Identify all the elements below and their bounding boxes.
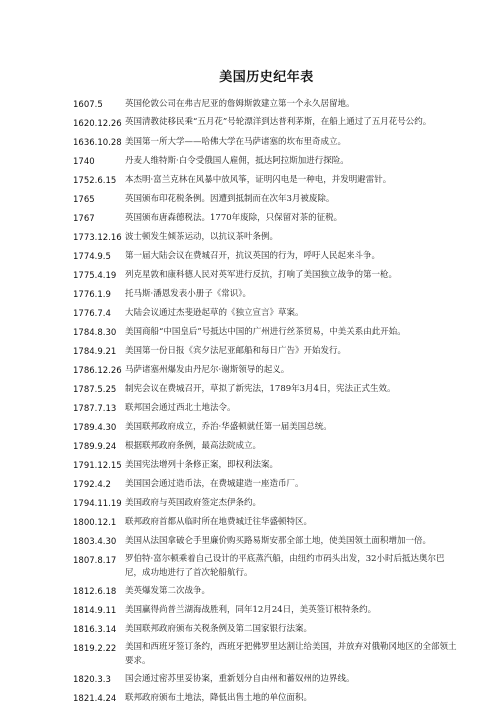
timeline-event: 马萨诸塞州爆发由丹尼尔·谢斯领导的起义。 bbox=[125, 365, 290, 375]
timeline-event: 英国颁布印花税条例。因遭到抵制而在次年3月被废除。 bbox=[125, 194, 335, 204]
timeline-event: 英国清教徒移民乘“五月花”号轮漂洋到达普利茅斯，在船上通过了五月花号公约。 bbox=[125, 117, 432, 127]
timeline-date: 1821.4.24 bbox=[73, 694, 117, 704]
timeline-row bbox=[73, 363, 460, 378]
timeline-row bbox=[73, 477, 460, 492]
timeline-event: 罗伯特·富尔顿乘着自己设计的平底蒸汽船，由纽约市码头出发，32小时后抵达奥尔巴尼，成功地进行了首次轮船航行。 bbox=[125, 554, 445, 578]
timeline-date: 1787.5.25 bbox=[73, 385, 117, 395]
timeline-event: 美国国会通过造币法，在费城建造一座造币厂。 bbox=[125, 479, 304, 489]
timeline-event: 英国颁布唐森德税法。1770年废除，只保留对茶的征税。 bbox=[125, 213, 343, 223]
timeline-date: 1607.5 bbox=[73, 100, 103, 110]
timeline-date: 1620.12.26 bbox=[73, 119, 122, 129]
timeline-row bbox=[73, 496, 460, 511]
timeline-row bbox=[73, 287, 460, 302]
timeline-date: 1789.9.24 bbox=[73, 442, 117, 452]
timeline-event: 美国商船“中国皇后”号抵达中国的广州进行丝茶贸易，中美关系由此开始。 bbox=[125, 327, 406, 337]
timeline-row bbox=[73, 420, 460, 435]
timeline-date: 1803.4.30 bbox=[73, 537, 117, 547]
timeline-event: 美国联邦政府颁布关税条例及第二国家银行法案。 bbox=[125, 624, 313, 634]
timeline-event: 美国从法国拿破仑手里廉价购买路易斯安那全部土地，使美国领土面积增加一倍。 bbox=[125, 536, 432, 546]
timeline-row bbox=[73, 584, 460, 599]
timeline-event: 本杰明·富兰克林在风暴中放风筝，证明闪电是一种电，并发明避雷针。 bbox=[125, 175, 392, 185]
timeline-row bbox=[73, 211, 460, 226]
timeline-date: 1636.10.28 bbox=[73, 138, 122, 148]
timeline-row bbox=[73, 672, 460, 687]
timeline-date: 1774.9.5 bbox=[73, 252, 111, 262]
timeline-row bbox=[73, 173, 460, 188]
timeline-event: 美国宪法增列十条修正案，即权利法案。 bbox=[125, 460, 279, 470]
timeline-event: 美国第一份日报《宾夕法尼亚邮船和每日广告》开始发行。 bbox=[125, 346, 347, 356]
timeline-date: 1752.6.15 bbox=[73, 176, 117, 186]
timeline-row bbox=[73, 230, 460, 245]
timeline-event: 国会通过密苏里妥协案，重新划分自由州和蓄奴州的边界线。 bbox=[125, 674, 355, 684]
timeline-date: 1776.7.4 bbox=[73, 309, 111, 319]
timeline-date: 1773.12.16 bbox=[73, 233, 122, 243]
timeline-event: 波士顿发生倾茶运动，以抗议茶叶条例。 bbox=[125, 232, 279, 242]
timeline-row bbox=[73, 268, 460, 283]
timeline-row bbox=[73, 603, 460, 618]
timeline-event: 列克星敦和康科德人民对英军进行反抗，打响了美国独立战争的第一枪。 bbox=[125, 270, 398, 280]
timeline-event: 美国第一所大学——哈佛大学在马萨诸塞的坎布里奇成立。 bbox=[125, 137, 347, 147]
timeline-event: 丹麦人维特斯·白令受俄国人雇佣，抵达阿拉斯加进行探险。 bbox=[125, 156, 349, 166]
timeline-date: 1784.9.21 bbox=[73, 347, 117, 357]
timeline-date: 1776.1.9 bbox=[73, 290, 111, 300]
timeline-date: 1740 bbox=[73, 157, 95, 167]
timeline-date: 1800.12.1 bbox=[73, 518, 117, 528]
timeline-row bbox=[73, 439, 460, 454]
timeline-event: 美国政府与英国政府签定杰伊条约。 bbox=[125, 498, 262, 508]
timeline-event: 第一届大陆会议在费城召开，抗议英国的行为，呼吁人民起来斗争。 bbox=[125, 251, 381, 261]
timeline-event: 大陆会议通过杰斐逊起草的《独立宣言》草案。 bbox=[125, 308, 304, 318]
timeline-row bbox=[73, 553, 460, 580]
timeline-date: 1786.12.26 bbox=[73, 366, 122, 376]
timeline-row bbox=[73, 135, 460, 150]
timeline-date: 1819.2.22 bbox=[73, 644, 117, 654]
page-title: 美国历史纪年表 bbox=[219, 70, 314, 85]
timeline-event: 制宪会议在费城召开，草拟了新宪法，1789年3月4日，宪法正式生效。 bbox=[125, 384, 396, 394]
timeline-event: 美国联邦政府成立，乔治·华盛顿就任第一届美国总统。 bbox=[125, 422, 332, 432]
timeline-event: 美国和西班牙签订条约，西班牙把佛罗里达割让给美国，并放弃对俄勒冈地区的全部领土要求。 bbox=[125, 642, 457, 666]
timeline-row bbox=[73, 622, 460, 637]
timeline-row bbox=[73, 97, 460, 112]
timeline-date: 1794.11.19 bbox=[73, 499, 122, 509]
timeline-date: 1789.4.30 bbox=[73, 423, 117, 433]
timeline-row bbox=[73, 515, 460, 530]
timeline-row bbox=[73, 691, 460, 706]
timeline-row bbox=[73, 192, 460, 207]
timeline-date: 1812.6.18 bbox=[73, 587, 117, 597]
timeline-date: 1792.4.2 bbox=[73, 480, 111, 490]
timeline-event: 美国赢得尚普兰湖海战胜利，同年12月24日，美英签订根特条约。 bbox=[125, 605, 377, 615]
timeline-row bbox=[73, 382, 460, 397]
timeline-event: 联邦政府首都从临时所在地费城迁往华盛顿特区。 bbox=[125, 517, 313, 527]
timeline-row bbox=[73, 401, 460, 416]
timeline-row bbox=[73, 306, 460, 321]
timeline-row bbox=[73, 154, 460, 169]
timeline-event: 根据联邦政府条例，最高法院成立。 bbox=[125, 441, 262, 451]
timeline-row bbox=[73, 534, 460, 549]
timeline-row bbox=[73, 344, 460, 359]
timeline-date: 1784.8.30 bbox=[73, 328, 117, 338]
timeline-row bbox=[73, 325, 460, 340]
timeline-date: 1765 bbox=[73, 195, 95, 205]
timeline-row bbox=[73, 249, 460, 264]
timeline-date: 1820.3.3 bbox=[73, 675, 111, 685]
timeline-event: 联邦政府颁布土地法，降低出售土地的单位面积。 bbox=[125, 693, 313, 703]
timeline-event: 英国伦敦公司在弗吉尼亚的詹姆斯敦建立第一个永久居留地。 bbox=[125, 99, 355, 109]
timeline-event: 托马斯·潘恩发表小册子《常识》。 bbox=[125, 289, 251, 299]
timeline-date: 1814.9.11 bbox=[73, 606, 117, 616]
timeline-date: 1807.8.17 bbox=[73, 556, 117, 566]
timeline-row bbox=[73, 641, 460, 668]
timeline-date: 1791.12.15 bbox=[73, 461, 122, 471]
timeline-row bbox=[73, 116, 460, 131]
timeline-event: 美英爆发第二次战争。 bbox=[125, 586, 211, 596]
timeline-list bbox=[73, 97, 460, 706]
timeline-date: 1775.4.19 bbox=[73, 271, 117, 281]
timeline-event: 联邦国会通过西北土地法令。 bbox=[125, 403, 236, 413]
timeline-date: 1787.7.13 bbox=[73, 404, 117, 414]
timeline-date: 1767 bbox=[73, 214, 95, 224]
timeline-date: 1816.3.14 bbox=[73, 625, 117, 635]
timeline-row bbox=[73, 458, 460, 473]
